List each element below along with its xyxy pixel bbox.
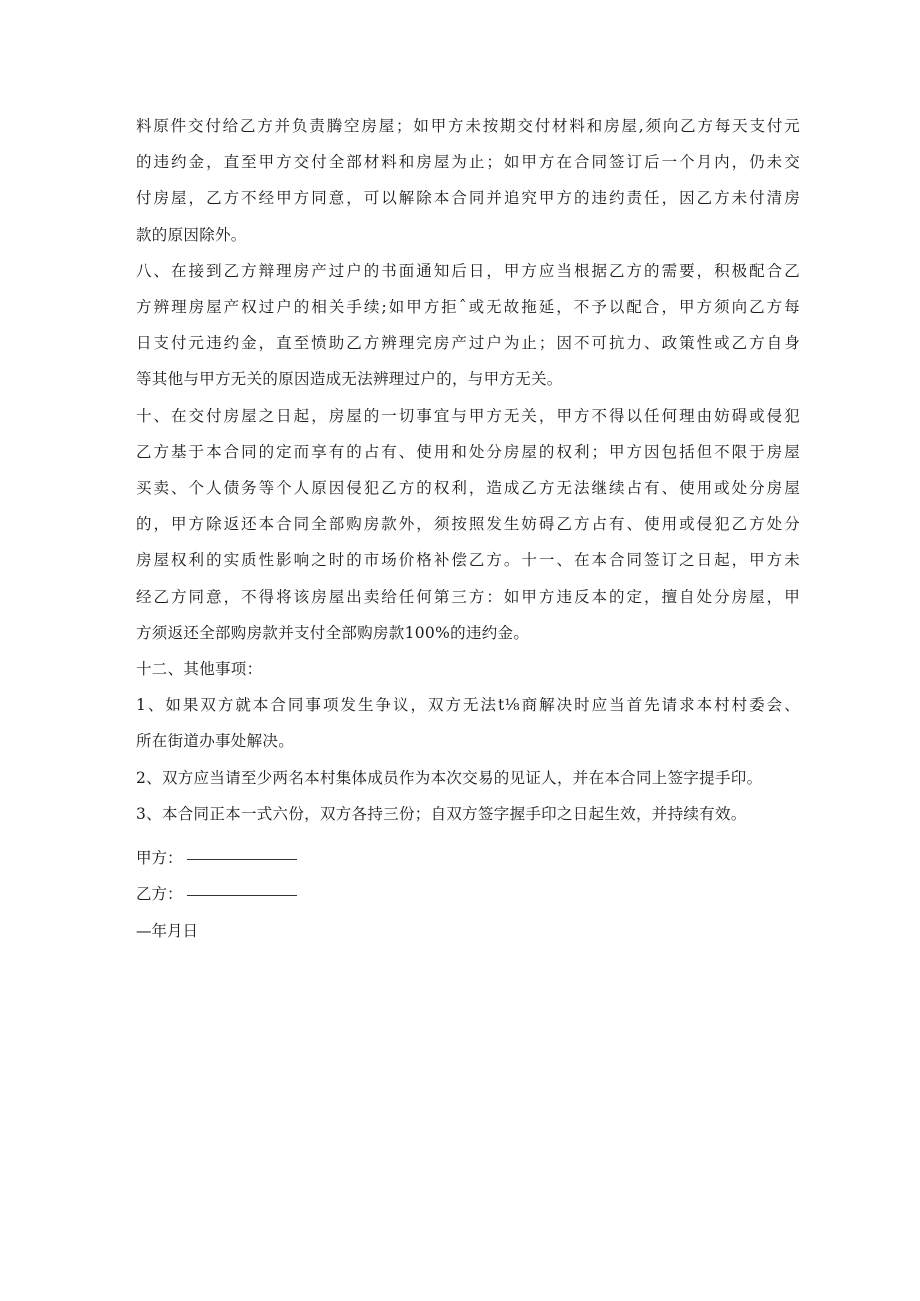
text-line: 买卖、个人债务等个人原因侵犯乙方的权利，造成乙方无法继续占有、使用或处分房屋 (136, 479, 800, 498)
party-a-signature-line (187, 839, 297, 860)
text-line: 所在街道办事处解决。 (136, 732, 295, 751)
text-line: 方辨理房屋产权过户的相关手续;如甲方拒ˆ或无故拖延，不予以配合，甲方须向乙方每 (136, 298, 800, 317)
text-line: 付房屋，乙方不经甲方同意，可以解除本合同并追究甲方的违约责任，因乙方未付清房 (136, 189, 800, 208)
party-a-label: 甲方： (136, 849, 183, 868)
text-line: 的，甲方除返还本合同全部购房款外，须按照发生妨碍乙方占有、使用或侵犯乙方处分 (136, 515, 800, 534)
party-b-signature-line (187, 875, 297, 896)
text-line: 经乙方同意，不得将该房屋出卖给任何第三方：如甲方违反本的定，擅自处分房屋，甲 (136, 587, 800, 606)
party-a-signature (136, 832, 800, 868)
paragraph-clause-12-heading (136, 651, 800, 687)
text-line: 乙方基于本合同的定而享有的占有、使用和处分房屋的权利；甲方因包括但不限于房屋 (136, 442, 800, 461)
text-line: 1、如果双方就本合同事项发生争议，双方无法t⅛商解决时应当首先请求本村村委会、 (136, 696, 800, 715)
text-line: 料原件交付给乙方并负责腾空房屋；如甲方未按期交付材料和房屋,须向乙方每天支付元 (136, 117, 800, 135)
text-line: 等其他与甲方无关的原因造成无法辨理过户的，与甲方无关。 (136, 370, 563, 389)
text-line: 款的原因除外。 (136, 225, 247, 244)
date-line: —年月日 (136, 921, 199, 940)
text-line: 日支付元违约金，直至愤助乙方辨理完房产过户为止；因不可抗力、政策性或乙方自身 (136, 334, 800, 353)
paragraph-clause-10-11 (136, 398, 800, 651)
date-row (136, 904, 800, 940)
document-page (136, 108, 800, 941)
text-line: 十、在交付房屋之日起，房屋的一切事宜与甲方无关，甲方不得以任何理由妨碍或侵犯 (136, 406, 800, 425)
party-b-label: 乙方： (136, 885, 183, 904)
paragraph-item-2 (136, 760, 800, 796)
text-line: 房屋权利的实质性影响之时的市场价格补偿乙方。十一、在本合同签订之日起，甲方未 (136, 551, 800, 570)
paragraph-item-1 (136, 687, 800, 759)
text-line: 3、本合同正本一式六份，双方各持三份；自双方签字握手印之日起生效，并持续有效。 (136, 804, 747, 823)
paragraph-clause-8 (136, 253, 800, 398)
paragraph-delivery-penalty (136, 108, 800, 253)
paragraph-item-3 (136, 796, 800, 832)
text-line: 十二、其他事项： (136, 660, 263, 679)
party-b-signature (136, 868, 800, 904)
text-line: 的违约金，直至甲方交付全部材料和房屋为止；如甲方在合同签订后一个月内，仍未交 (136, 153, 800, 172)
text-line: 2、双方应当请至少两名本村集体成员作为本次交易的见证人，并在本合同上签字提手印。 (136, 768, 763, 787)
text-line: 八、在接到乙方辩理房产过户的书面通知后日，甲方应当根据乙方的需要，积极配合乙 (136, 261, 800, 280)
text-line: 方须返还全部购房款并支付全部购房款100%的违约金。 (136, 623, 530, 642)
